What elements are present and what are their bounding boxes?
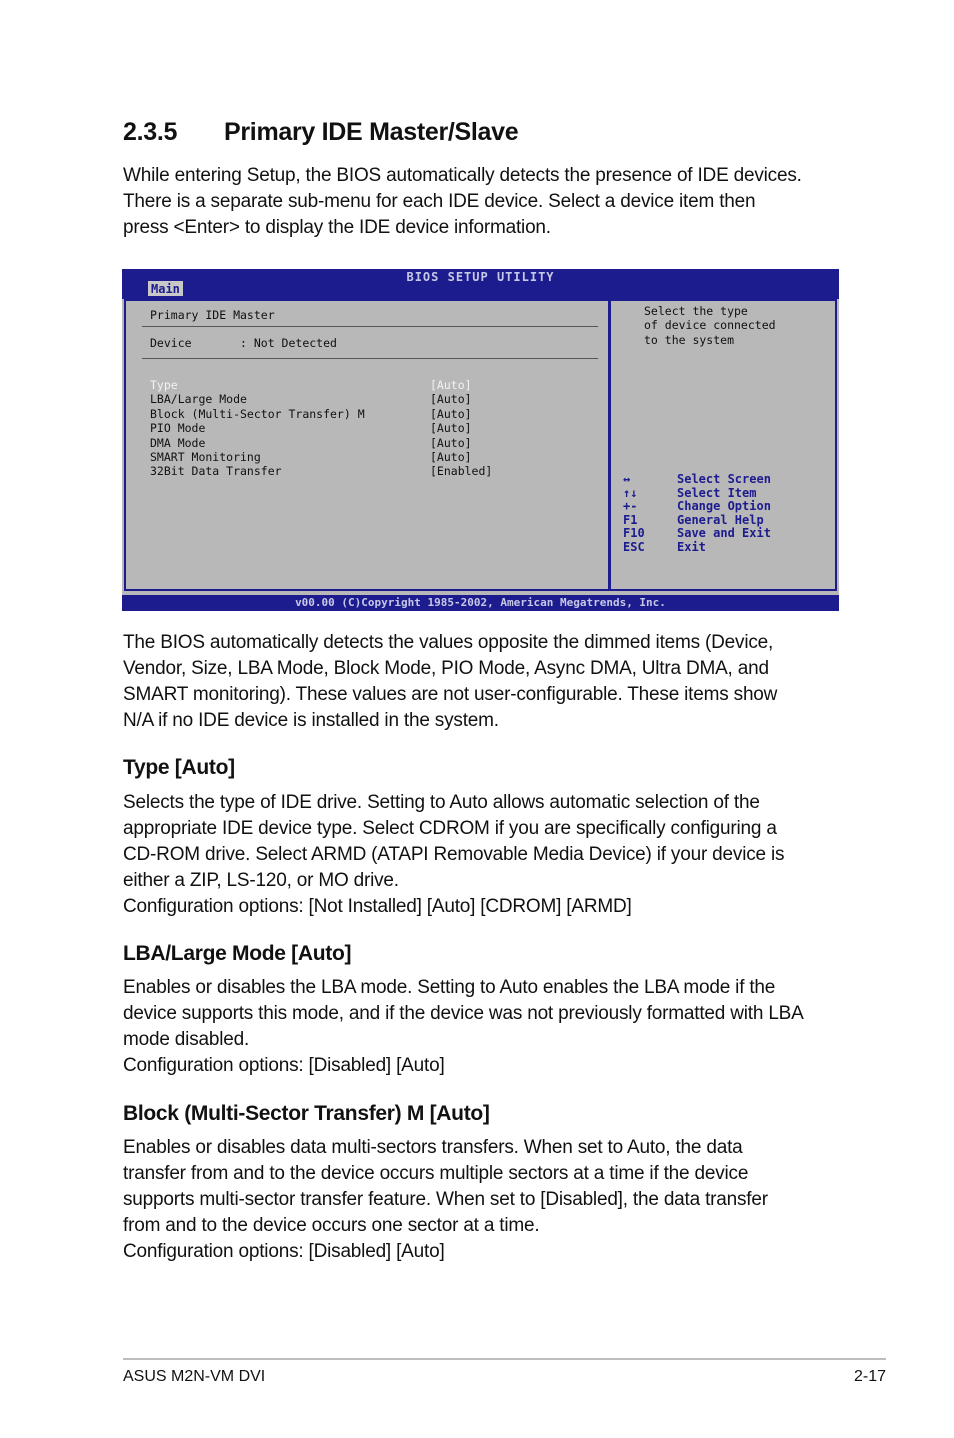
paragraph-line: CD-ROM drive. Select ARMD (ATAPI Removable Media Device) if your device is [123, 844, 785, 865]
block-heading: Block (Multi-Sector Transfer) M [Auto] [123, 1102, 490, 1125]
bios-separator [142, 326, 598, 327]
bios-title-bar [122, 269, 839, 299]
paragraph-line: supports multi-sector transfer feature. When set to [Disabled], the data transfer [123, 1189, 768, 1210]
bios-separator [142, 358, 598, 359]
key-legend-row: ESC Exit [623, 539, 706, 554]
bios-help-line: Select the type [644, 304, 748, 318]
intro-paragraph [123, 163, 843, 241]
bios-item-dma-mode[interactable]: DMA Mode [Auto] [150, 435, 472, 450]
paragraph-line: transfer from and to the device occurs multiple sectors at a time if the device [123, 1163, 749, 1184]
config-options-line: Configuration options: [Disabled] [Auto] [123, 1055, 445, 1076]
key-legend-row: F10 Save and Exit [623, 526, 771, 541]
bios-screenshot [122, 269, 839, 611]
bios-copyright: v00.00 (C)Copyright 1985-2002, American Megatrends, Inc. [295, 596, 666, 609]
key-legend-row: ↑↓ Select Item [623, 485, 757, 500]
bios-tab-main[interactable]: Main [148, 281, 183, 296]
section-title-text: Primary IDE Master/Slave [224, 118, 519, 146]
paragraph-line: mode disabled. [123, 1029, 250, 1050]
paragraph-line: Enables or disables data multi-sectors transfers. When set to Auto, the data [123, 1137, 743, 1158]
intro-line: There is a separate sub-menu for each IDE device. Select a device item then [123, 191, 756, 212]
bios-notes-paragraph [123, 630, 843, 734]
intro-line: press <Enter> to display the IDE device information. [123, 217, 551, 238]
config-options-line: Configuration options: [Not Installed] [Auto] [CDROM] [ARMD] [123, 896, 632, 917]
bios-title: BIOS SETUP UTILITY [406, 270, 555, 284]
section-title [123, 118, 518, 147]
paragraph-line: either a ZIP, LS-120, or MO drive. [123, 870, 399, 891]
paragraph-line: appropriate IDE device type. Select CDROM if you are specifically configuring a [123, 818, 777, 839]
paragraph-line: Selects the type of IDE drive. Setting to Auto allows automatic selection of the [123, 792, 760, 813]
footer-product: ASUS M2N-VM DVI [123, 1368, 266, 1385]
bios-item-block-mode[interactable]: Block (Multi-Sector Transfer) M [Auto] [150, 406, 472, 421]
bios-key-legend [623, 473, 823, 555]
bios-item-32bit-transfer[interactable]: 32Bit Data Transfer [Enabled] [150, 464, 493, 479]
bios-item-type[interactable]: Type [Auto] [150, 378, 472, 392]
key-legend-row: F1 General Help [623, 512, 764, 527]
footer-page-number: 2-17 [853, 1368, 886, 1385]
section-number: 2.3.5 [123, 118, 178, 146]
footer-rule [123, 1358, 886, 1360]
key-legend-row: +- Change Option [623, 499, 771, 514]
bios-item-list [150, 378, 510, 479]
arrow-left-right-icon: ↔ [623, 472, 631, 486]
bios-status-bar [122, 595, 839, 611]
type-heading: Type [Auto] [123, 756, 235, 779]
block-paragraph [123, 1135, 843, 1265]
paragraph-line: SMART monitoring). These values are not user-configurable. These items show [123, 684, 778, 705]
paragraph-line: The BIOS automatically detects the values opposite the dimmed items (Device, [123, 632, 774, 653]
bios-device-line: Device : Not Detected [150, 336, 337, 350]
key-legend-row: ↔ Select Screen [623, 472, 771, 486]
arrow-up-down-icon: ↑↓ [623, 485, 638, 500]
config-options-line: Configuration options: [Disabled] [Auto] [123, 1241, 445, 1262]
intro-line: While entering Setup, the BIOS automatically detects the presence of IDE devices. [123, 165, 802, 186]
lba-paragraph [123, 975, 843, 1079]
bios-item-lba-large-mode[interactable]: LBA/Large Mode [Auto] [150, 392, 472, 407]
bios-item-smart-monitoring[interactable]: SMART Monitoring [Auto] [150, 449, 472, 464]
bios-help-line: to the system [644, 332, 735, 347]
bios-divider [608, 299, 611, 589]
lba-heading: LBA/Large Mode [Auto] [123, 942, 352, 965]
bios-heading: Primary IDE Master [150, 308, 275, 322]
bios-help-line: of device connected [644, 318, 776, 333]
paragraph-line: Enables or disables the LBA mode. Setting to Auto enables the LBA mode if the [123, 977, 776, 998]
type-paragraph [123, 790, 843, 920]
paragraph-line: from and to the device occurs one sector at a time. [123, 1215, 540, 1236]
bios-item-pio-mode[interactable]: PIO Mode [Auto] [150, 421, 472, 436]
paragraph-line: device supports this mode, and if the device was not previously formatted with LBA [123, 1003, 804, 1024]
paragraph-line: Vendor, Size, LBA Mode, Block Mode, PIO Mode, Async DMA, Ultra DMA, and [123, 658, 769, 679]
paragraph-line: N/A if no IDE device is installed in the system. [123, 710, 499, 731]
bios-help-text [644, 304, 776, 347]
